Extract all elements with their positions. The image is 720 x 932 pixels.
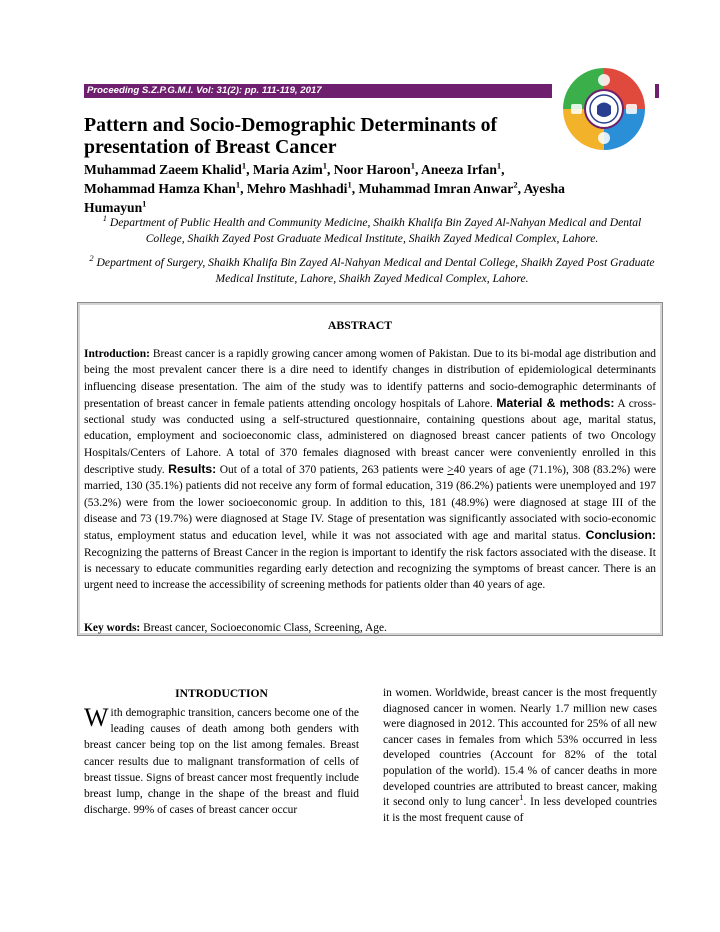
column-right bbox=[383, 686, 657, 826]
abstract-methods-label: Material & methods: bbox=[496, 395, 615, 410]
author: Maria Azim$^1$, bbox=[252, 160, 334, 177]
author: Muhammad Imran Anwar$^2$, bbox=[358, 179, 524, 196]
introduction-paragraph-right: in women. Worldwide, breast cancer is the most frequently diagnosed cancer in women. Nearly 1.7 million new cases were diagnosed in 2012. This accounted for 25% of all new cancer cases in females from which 53% occurred in less developed countries (Account for 82% of the total population of the world). 15.4 % of cancer deaths in more developed countries are attributed to breast cancer, making it second only to lung cancer$^1$. In less developed countries it is the most frequent cause of bbox=[383, 687, 658, 824]
affiliation-1: $^1$ Department of Public Health and Community Medicine, Shaikh Khalifa Bin Zayed Al-Nahyan Medical and Dental College, Shaikh Zayed Post Graduate Medical Institute, Shaikh Zayed Medical Complex, Lahore. bbox=[102, 213, 642, 245]
keywords: Key words: Breast cancer, Socioeconomic Class, Screening, Age. bbox=[84, 622, 387, 634]
logo-top-icon bbox=[598, 74, 610, 86]
abstract-heading: ABSTRACT bbox=[327, 318, 393, 332]
logo-left-icon bbox=[571, 104, 582, 114]
article-title: Pattern and Socio-Demographic Determinants of presentation of Breast Cancer bbox=[84, 114, 498, 158]
author: Mehro Mashhadi$^1$, bbox=[246, 179, 359, 196]
header-end-mark bbox=[655, 84, 659, 98]
abstract-intro-label: Introduction: bbox=[84, 348, 150, 360]
author-list bbox=[84, 160, 604, 217]
introduction-paragraph-left: With demographic transition, cancers become one of the leading causes of death among both genders with breast cancer being top on the list among females. Breast cancer results due to malignant transformation of cells of breast tissue. Signs of breast cancer most frequently include breast lump, change in the shape of the breast and fluid discharge. 99% of cases of breast cancer occur bbox=[84, 703, 359, 817]
column-left bbox=[84, 686, 359, 818]
drop-cap: W bbox=[84, 703, 109, 732]
author: Aneeza Irfan$^1$, bbox=[421, 160, 505, 177]
abstract-results-label: Results: bbox=[168, 462, 217, 477]
logo-right-icon bbox=[626, 104, 637, 114]
keywords-label: Key words: bbox=[84, 622, 141, 634]
logo-bottom-icon bbox=[598, 132, 610, 144]
author: Noor Haroon$^1$, bbox=[333, 160, 422, 177]
institute-crest-logo bbox=[560, 66, 648, 152]
abstract-body: Introduction: Breast cancer is a rapidly growing cancer among women of Pakistan. Due to its bi-modal age distribution and being the most prevalent cancer there is a dire need to identify changes in distribution of epidemiological determinants influencing disease presentation. The aim of the study was to identify patterns and socio-demographic determinants of presentation of breast cancer in female patients attending oncology hospitals of Lahore. Material & methods: A cross-sectional study was conducted using a self-structured questionnaire, containing questions about age, marital status, education, employment and socioeconomic class, administered on diagnosed breast cancer patients of two Oncology Hospitals/Centers of Lahore. A total of 370 females diagnosed with breast cancer were conveniently enrolled in this descriptive study. Results: Out of a total of 370 patients, 263 patients were >40 years of age (71.1%), 308 (83.2%) were married, 130 (35.1%) patients did not receive any form of formal education, 319 (86.2%) patients were unemployed and 197 (53.2%) were from the lower socioeconomic group. In addition to this, 181 (48.9%) were diagnosed at stage III of the disease and 73 (19.7%) were diagnosed at Stage IV. Stage of presentation was significantly associated with socio-economic status, employment status and education level, while it was not associated with age and marital status. Conclusion: Recognizing the patterns of Breast Cancer in the region is important to identify the risk factors associated with the disease. It is necessary to educate communities regarding early detection and recognizing the symptoms of breast cancer. There is an urgent need to increase the accessibility of screening methods for patients older than 40 years of age. bbox=[84, 348, 657, 592]
logo-emblem bbox=[597, 103, 611, 118]
author: Mohammad Hamza Khan$^1$, bbox=[84, 179, 247, 196]
introduction-heading: INTRODUCTION bbox=[175, 687, 268, 700]
affiliation-2: $^2$ Department of Surgery, Shaikh Khalifa Bin Zayed Al-Nahyan Medical and Dental College, Shaikh Zayed Post Graduate Medical Institute, Lahore, Shaikh Zayed Medical Complex, Lahore. bbox=[89, 253, 655, 285]
author: Ayesha Humayun$^1$ bbox=[84, 181, 565, 215]
author: Muhammad Zaeem Khalid$^1$, bbox=[84, 160, 253, 177]
journal-citation: Proceeding S.Z.P.G.M.I. Vol: 31(2): pp. 111-119, 2017 bbox=[87, 85, 322, 96]
abstract-conclusion-label: Conclusion: bbox=[585, 528, 656, 543]
